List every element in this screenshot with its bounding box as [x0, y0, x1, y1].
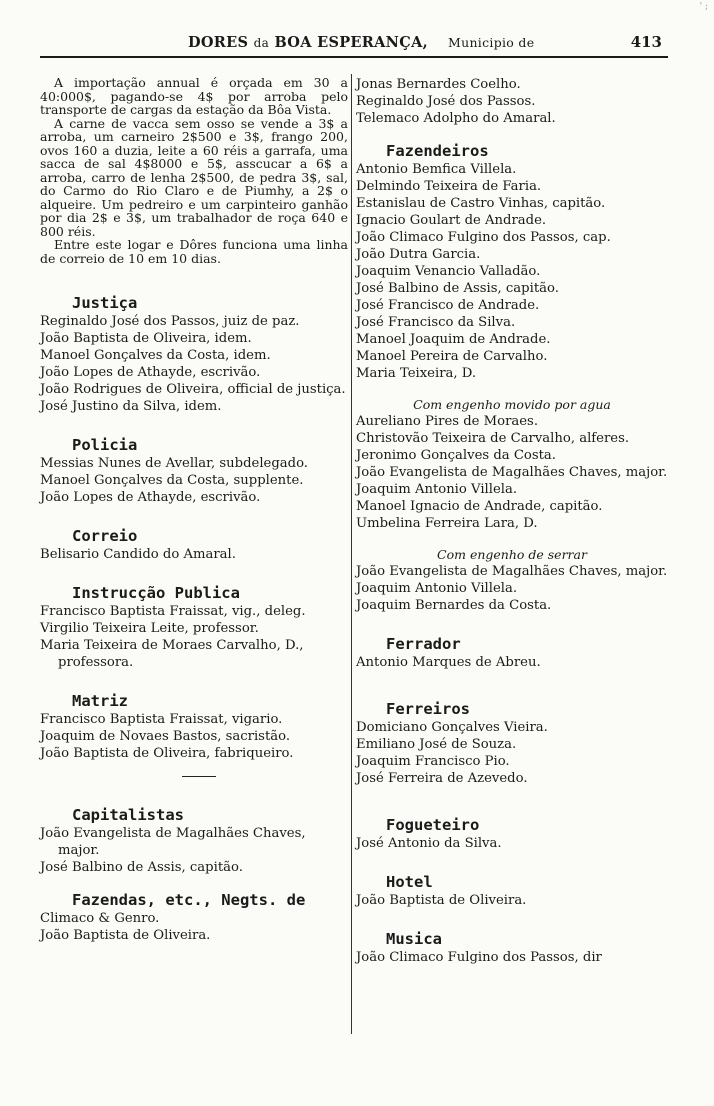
- running-title: [188, 34, 428, 51]
- section-rule: [182, 776, 216, 777]
- subheading-engenho-serrar: Com engenho de serrar: [437, 547, 587, 562]
- right-column: [356, 76, 668, 966]
- list-item: Antonio Marques de Abreu.: [356, 655, 541, 670]
- list-item: Virgilio Teixeira Leite, professor.: [40, 621, 259, 636]
- list-item: Umbelina Ferreira Lara, D.: [356, 516, 538, 531]
- list-item: João Lopes de Athayde, escrivão.: [40, 365, 261, 380]
- section-heading-fogueteiro: Fogueteiro: [386, 816, 480, 834]
- subheading-engenho-agua: Com engenho movido por agua: [413, 397, 611, 412]
- list-item: Jeronimo Gonçalves da Costa.: [356, 448, 556, 463]
- list-item: João Evangelista de Magalhães Chaves, major.: [356, 564, 668, 579]
- list-item: Christovão Teixeira de Carvalho, alferes.: [356, 431, 630, 446]
- list-item: José Francisco de Andrade.: [356, 298, 540, 313]
- list-item: Telemaco Adolpho do Amaral.: [356, 111, 556, 126]
- intro-paragraph: Entre este logar e Dôres funciona uma linha de correio de 10 em 10 dias.: [40, 237, 348, 266]
- list-item: Ignacio Goulart de Andrade.: [356, 213, 547, 228]
- list-item: José Balbino de Assis, capitão.: [356, 281, 559, 296]
- list-item: João Dutra Garcia.: [356, 247, 481, 262]
- list-item: João Evangelista de Magalhães Chaves, major.: [356, 465, 668, 480]
- list-item: Reginaldo José dos Passos.: [356, 94, 536, 109]
- list-item: Joaquim Antonio Villela.: [356, 482, 518, 497]
- list-item: Emiliano José de Souza.: [356, 737, 517, 752]
- section-heading-matriz: Matriz: [72, 692, 128, 710]
- municipality-label: Municipio de: [448, 35, 535, 50]
- place-name-b: BOA ESPERANÇA,: [274, 34, 428, 51]
- section-heading-ferreiros: Ferreiros: [386, 700, 470, 718]
- list-item: José Ferreira de Azevedo.: [356, 771, 528, 786]
- place-name-da: da: [253, 36, 270, 50]
- list-item: Francisco Baptista Fraissat, vigario.: [40, 712, 283, 727]
- list-item: Joaquim Bernardes da Costa.: [356, 598, 552, 613]
- section-heading-correio: Correio: [72, 527, 138, 545]
- list-item: João Baptista de Oliveira, idem.: [40, 331, 252, 346]
- list-item: Reginaldo José dos Passos, juiz de paz.: [40, 314, 300, 329]
- list-item: José Francisco da Silva.: [356, 315, 516, 330]
- list-item: Belisario Candido do Amaral.: [40, 547, 236, 562]
- section-heading-hotel: Hotel: [386, 873, 433, 891]
- list-item: Manoel Joaquim de Andrade.: [356, 332, 551, 347]
- list-item: João Baptista de Oliveira.: [356, 893, 527, 908]
- list-item: Joaquim de Novaes Bastos, sacristão.: [40, 729, 291, 744]
- list-item: Manoel Ignacio de Andrade, capitão.: [356, 499, 603, 514]
- section-heading-fazendeiros: Fazendeiros: [386, 142, 489, 160]
- page-header: [40, 30, 668, 58]
- list-item: Manoel Gonçalves da Costa, supplente.: [40, 473, 304, 488]
- list-item: Domiciano Gonçalves Vieira.: [356, 720, 548, 735]
- list-item: Francisco Baptista Fraissat, vig., deleg.: [40, 604, 306, 619]
- section-heading-ferrador: Ferrador: [386, 635, 461, 653]
- section-heading-musica: Musica: [386, 930, 442, 948]
- list-item: Aureliano Pires de Moraes.: [356, 414, 539, 429]
- list-item: Manoel Pereira de Carvalho.: [356, 349, 548, 364]
- list-item: Manoel Gonçalves da Costa, idem.: [40, 348, 271, 363]
- list-item: Antonio Bemfica Villela.: [356, 162, 517, 177]
- list-item: João Evangelista de Magalhães Chaves, major.: [40, 826, 306, 858]
- section-heading-instrucao: Instrucção Publica: [72, 584, 240, 602]
- list-item: João Lopes de Athayde, escrivão.: [40, 490, 261, 505]
- left-column: [40, 76, 348, 944]
- list-item: José Justino da Silva, idem.: [40, 399, 222, 414]
- list-item: Delmindo Teixeira de Faria.: [356, 179, 542, 194]
- intro-paragraph: A carne de vacca sem osso se vende a 3$ a arroba, um carneiro 2$500 e 3$, frango 200, ovos 160 a duzia, leite a 60 réis a garrafa, uma sacca de sal 4$8000 e 5$, asscucar a 6$ a arroba, carro de lenha 2$500, de pedra 3$, sal, do Carmo do Rio Claro e de Piumhy, a 2$ o alqueire. Um pedreiro e um carpinteiro ganhão por dia 2$ e 3$, um trabalhador de roça 640 e 800 réis.: [40, 115, 348, 239]
- list-item: Joaquim Venancio Valladão.: [356, 264, 541, 279]
- page-number: 413: [630, 33, 662, 51]
- list-item: José Antonio da Silva.: [356, 836, 502, 851]
- place-name-a: DORES: [188, 34, 249, 51]
- list-item: Estanislau de Castro Vinhas, capitão.: [356, 196, 606, 211]
- list-item: Messias Nunes de Avellar, subdelegado.: [40, 456, 309, 471]
- list-item: Maria Teixeira, D.: [356, 366, 477, 381]
- list-item: João Baptista de Oliveira.: [40, 928, 211, 943]
- list-item: Climaco & Genro.: [40, 911, 160, 926]
- list-item: João Baptista de Oliveira, fabriqueiro.: [40, 746, 294, 761]
- section-heading-capitalistas: Capitalistas: [72, 806, 184, 824]
- intro-paragraph: A importação annual é orçada em 30 a 40:000$, pagando-se 4$ por arroba pelo transporte de cargas da estação da Bôa Vista.: [40, 75, 348, 117]
- list-item: Joaquim Antonio Villela.: [356, 581, 518, 596]
- list-item: João Rodrigues de Oliveira, official de justiça.: [40, 382, 346, 397]
- column-divider: [351, 74, 352, 1034]
- list-item: Joaquim Francisco Pio.: [356, 754, 510, 769]
- list-item: Jonas Bernardes Coelho.: [356, 77, 521, 92]
- list-item: Maria Teixeira de Moraes Carvalho, D., professora.: [40, 638, 304, 670]
- list-item: José Balbino de Assis, capitão.: [40, 860, 243, 875]
- section-heading-justica: Justiça: [72, 294, 138, 312]
- list-item: João Climaco Fulgino dos Passos, dir: [356, 950, 602, 965]
- corner-marks: ' ;: [699, 2, 708, 12]
- section-heading-fazendas: Fazendas, etc., Negts. de: [72, 891, 306, 909]
- section-heading-policia: Policia: [72, 436, 138, 454]
- list-item: João Climaco Fulgino dos Passos, cap.: [356, 230, 611, 245]
